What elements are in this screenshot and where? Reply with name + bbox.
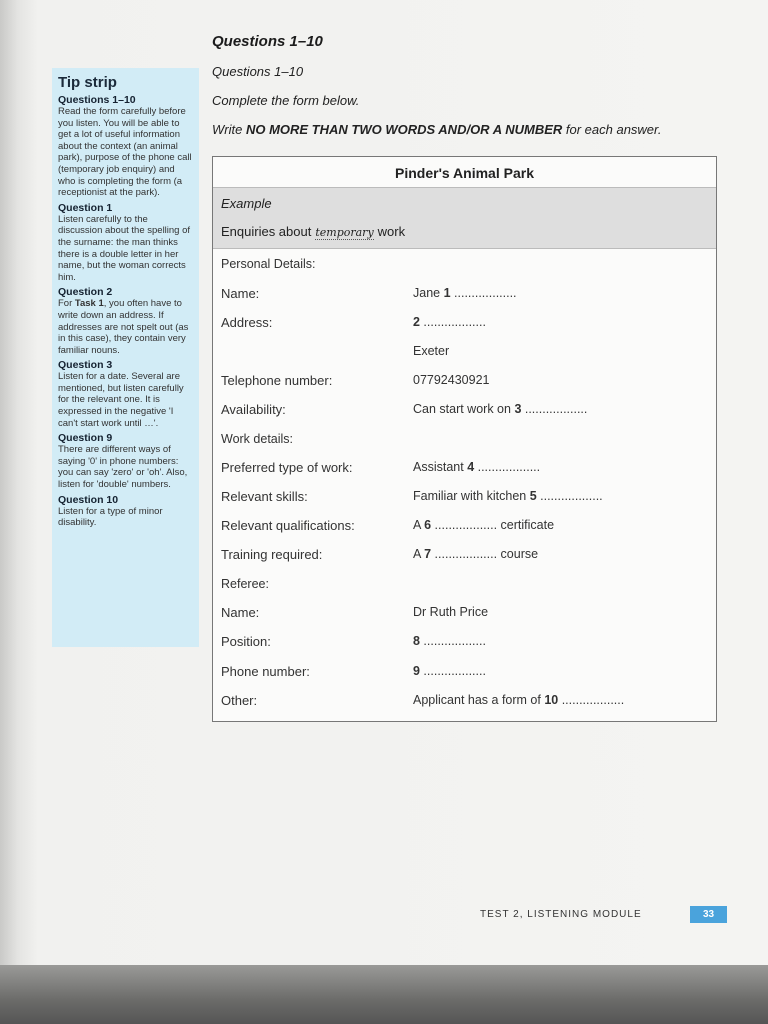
address-label: Address:: [221, 315, 273, 330]
tip-body: Listen for a type of minor disability.: [58, 505, 163, 529]
address-value: [413, 315, 486, 329]
other-label: Other:: [221, 693, 258, 708]
tip-heading: Question 1: [58, 201, 113, 214]
qualifications-label: Relevant qualifications:: [221, 518, 355, 533]
value-text: Can start work on: [413, 402, 515, 416]
work-details-heading: Work details:: [221, 432, 294, 446]
answer-blank: ..................: [536, 489, 603, 503]
value-text: Applicant has a form of: [413, 693, 545, 707]
name-value: [413, 286, 517, 300]
question-number: 9: [413, 664, 420, 678]
form-title: Pinder's Animal Park: [395, 165, 534, 181]
example-line: [221, 224, 405, 239]
instruction-line-2: Complete the form below.: [212, 93, 360, 108]
name-label: Name:: [221, 286, 260, 301]
value-text: Assistant: [413, 460, 468, 474]
example-band: [213, 187, 716, 249]
value-text: A: [413, 518, 425, 532]
availability-label: Availability:: [221, 402, 286, 417]
example-text: work: [377, 224, 406, 239]
answer-blank: ..................: [558, 693, 625, 707]
position-label: Position:: [221, 634, 271, 649]
answer-blank: ..................: [521, 402, 588, 416]
question-number: 2: [413, 315, 420, 329]
other-value: [413, 693, 624, 707]
answer-blank: ..................: [474, 460, 541, 474]
tip-body: Read the form carefully before you listen. You will be able to get a lot of useful information about the context (an animal park), purpose of the phone call (temporary job enquiry) and who is completing the form (a receptionist at the park).: [58, 106, 192, 199]
telephone-label: Telephone number:: [221, 373, 333, 388]
instruction-line-1: Questions 1–10: [212, 64, 304, 79]
training-value: [413, 547, 538, 561]
skills-label: Relevant skills:: [221, 489, 308, 504]
answer-blank: ..................: [419, 315, 486, 329]
tip-title: Tip strip: [58, 74, 117, 91]
form-box: [212, 156, 717, 722]
question-number: 10: [544, 693, 559, 707]
question-number: 3: [514, 402, 522, 416]
telephone-value: 07792430921: [413, 373, 490, 387]
tip-heading: Question 10: [58, 493, 119, 506]
personal-details-heading: Personal Details:: [221, 257, 316, 271]
city-value: Exeter: [413, 344, 450, 358]
question-number: 5: [529, 489, 537, 503]
answer-blank: ..................: [419, 664, 486, 678]
tip-text: , you often have to write down an address. If addresses are not spelt out (as in this case), they contain very familiar nouns.: [58, 298, 189, 356]
availability-value: [413, 402, 587, 416]
phone-value: [413, 664, 486, 678]
position-value: [413, 634, 486, 648]
question-number: 6: [424, 518, 432, 532]
instruction-line-3: [212, 122, 662, 137]
example-label: Example: [221, 196, 272, 211]
instr-bold: NO MORE THAN TWO WORDS AND/OR A NUMBER: [245, 122, 563, 137]
footer-text: TEST 2, LISTENING MODULE: [480, 909, 642, 920]
question-number: 4: [467, 460, 475, 474]
question-number: 7: [424, 547, 432, 561]
question-number: 1: [443, 286, 451, 300]
skills-value: [413, 489, 603, 503]
tip-body: Listen for a date. Several are mentioned, but listen carefully for the relevant one. It is expressed in the negative 'I can't start work until …'.: [58, 371, 184, 429]
instr-text: for each answer.: [562, 122, 662, 137]
example-answer: temporary: [315, 226, 374, 239]
tip-heading: Question 9: [58, 432, 113, 445]
answer-blank: .................. certificate: [431, 518, 555, 532]
answer-blank: .................. course: [431, 547, 539, 561]
answer-blank: ..................: [450, 286, 517, 300]
value-text: Familiar with kitchen: [413, 489, 530, 503]
tip-bold: Task 1: [74, 298, 104, 310]
value-text: A: [413, 547, 425, 561]
answer-blank: ..................: [419, 634, 486, 648]
training-label: Training required:: [221, 547, 323, 562]
tip-text: For: [58, 298, 75, 310]
example-text: Enquiries about: [221, 224, 312, 239]
referee-name-label: Name:: [221, 605, 260, 620]
phone-label: Phone number:: [221, 664, 310, 679]
tip-body: There are different ways of saying '0' in phone numbers: you can say 'zero' or 'oh'. Also, listen for 'double' numbers.: [58, 444, 188, 491]
qualifications-value: [413, 518, 554, 532]
referee-name-value: Dr Ruth Price: [413, 605, 489, 619]
scan-shadow: [0, 965, 768, 1024]
tip-heading: Question 2: [58, 286, 113, 299]
tip-strip: [52, 68, 199, 647]
tip-body: Listen carefully to the discussion about the spelling of the surname: the man thinks there is a double letter in her name, but the woman corrects him.: [58, 213, 191, 283]
page-number: 33: [690, 906, 727, 923]
value-text: Jane: [413, 286, 444, 300]
question-number: 8: [413, 634, 420, 648]
preferred-value: [413, 460, 540, 474]
questions-heading: Questions 1–10: [212, 33, 323, 50]
instr-text: Write: [212, 122, 246, 137]
tip-heading: Question 3: [58, 359, 113, 372]
tip-body: [58, 298, 193, 356]
preferred-label: Preferred type of work:: [221, 460, 353, 475]
referee-heading: Referee:: [221, 577, 269, 591]
tip-heading: Questions 1–10: [58, 94, 136, 106]
